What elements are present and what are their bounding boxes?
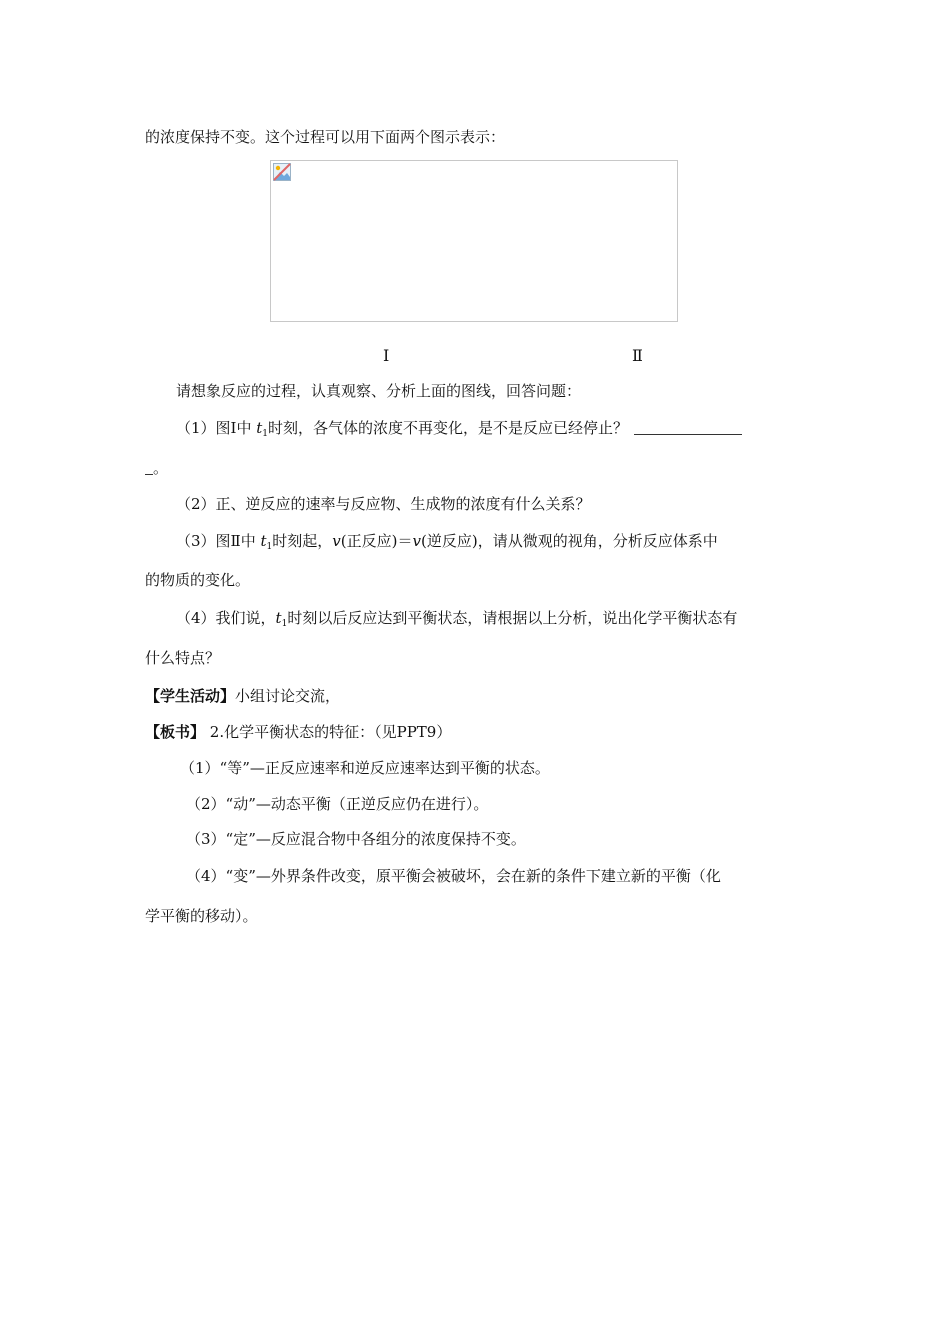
q1-t-symbol: t	[256, 419, 263, 437]
figure-label-2: Ⅱ	[632, 346, 643, 365]
q1-subscript: 1	[262, 429, 269, 439]
q3-mid2: (正反应)＝	[340, 532, 413, 550]
q3-v2: v	[412, 532, 421, 550]
feature-4: （4）“变”—外界条件改变，原平衡会被破坏，会在新的条件下建立新的平衡（化	[186, 867, 721, 885]
feature-1: （1）“等”—正反应速率和逆反应速率达到平衡的状态。	[180, 759, 550, 777]
feature-2: （2）“动”—动态平衡（正逆反应仍在进行）。	[186, 795, 489, 813]
q4-t-symbol: t	[275, 609, 282, 627]
q3-t-symbol: t	[260, 532, 267, 550]
q3-text: (逆反应)，请从微观的视角，分析反应体系中	[420, 532, 718, 550]
q3-v1: v	[332, 532, 341, 550]
q4-subscript: 1	[281, 619, 288, 629]
q4-text: 时刻以后反应达到平衡状态，请根据以上分析，说出化学平衡状态有	[287, 609, 738, 627]
q3-prefix: （3）图Ⅱ中	[176, 532, 261, 550]
student-activity	[145, 686, 340, 706]
board-note	[145, 722, 451, 742]
text-line: 请想象反应的过程，认真观察、分析上面的图线，回答问题：	[176, 382, 582, 400]
question-3-cont: 的物质的变化。	[145, 571, 251, 589]
q3-mid1: 时刻起，	[272, 532, 333, 550]
q1-prefix: （1）图Ⅰ中	[176, 419, 257, 437]
feature-4-cont: 学平衡的移动）。	[145, 907, 258, 925]
answer-blank[interactable]	[634, 420, 742, 435]
question-1-tail	[145, 458, 168, 478]
q1-tail: 。	[153, 459, 169, 477]
question-4-cont: 什么特点？	[145, 649, 221, 667]
q1-text: 时刻，各气体的浓度不再变化，是不是反应已经停止？	[268, 419, 629, 437]
q3-subscript: 1	[266, 542, 273, 552]
broken-image-icon	[273, 163, 291, 181]
question-3	[176, 531, 718, 557]
text-line: 的浓度保持不变。这个过程可以用下面两个图示表示：	[145, 128, 506, 146]
board-text: 2.化学平衡状态的特征：（见PPT9）	[205, 723, 452, 741]
figure-label-1: Ⅰ	[383, 346, 390, 365]
board-tag: 【板书】	[145, 723, 206, 741]
activity-text: 小组讨论交流，	[235, 687, 341, 705]
q4-prefix: （4）我们说，	[176, 609, 276, 627]
feature-3: （3）“定”—反应混合物中各组分的浓度保持不变。	[186, 830, 526, 848]
broken-image-figure	[270, 160, 678, 322]
activity-tag: 【学生活动】	[145, 687, 236, 705]
answer-blank-tail[interactable]	[145, 460, 153, 475]
question-4	[176, 608, 737, 634]
question-1	[176, 418, 742, 444]
question-2: （2）正、逆反应的速率与反应物、生成物的浓度有什么关系？	[176, 495, 591, 513]
